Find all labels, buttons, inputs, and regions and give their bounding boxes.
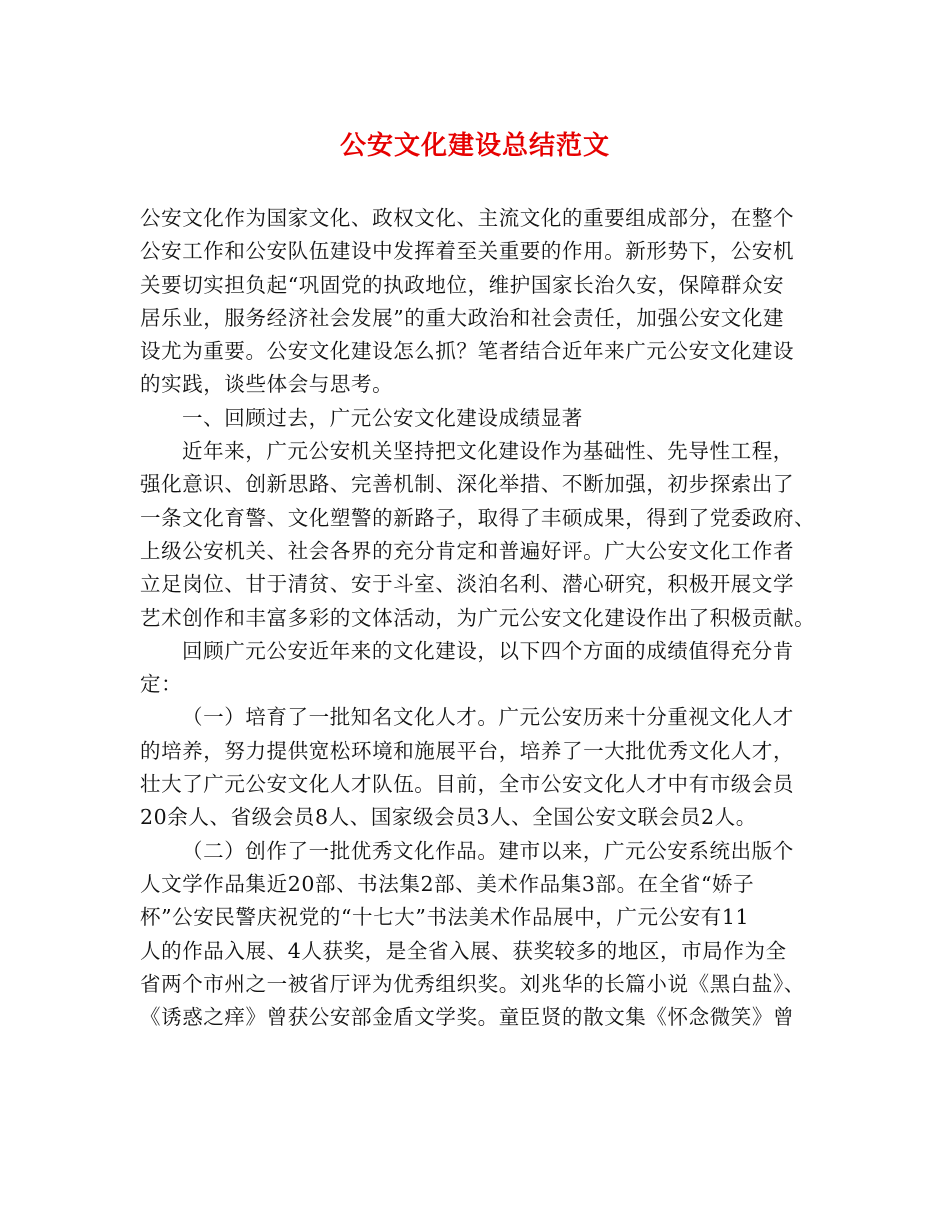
text-line: 省两个市州之一被省厅评为优秀组织奖。刘兆华的长篇小说《黑白盐》、 xyxy=(140,971,805,996)
text-line: 强化意识、创新思路、完善机制、深化举措、不断加强，初步探索出了 xyxy=(140,472,795,497)
text-line: 的培养，努力提供宽松环境和施展平台，培养了一大批优秀文化人才， xyxy=(140,738,795,763)
text-line: 关要切实担负起“巩固党的执政地位，维护国家长治久安，保障群众安 xyxy=(140,272,785,297)
text-line: 立足岗位、甘于清贫、安于斗室、淡泊名利、潜心研究，积极开展文学 xyxy=(140,572,795,597)
text-line: 的实践，谈些体会与思考。 xyxy=(140,372,394,397)
text-line: 一条文化育警、文化塑警的新路子，取得了丰硕成果，得到了党委政府、 xyxy=(140,505,816,530)
text-line: 壮大了广元公安文化人才队伍。目前，全市公安文化人才中有市级会员 xyxy=(140,772,795,797)
text-line: 居乐业，服务经济社会发展”的重大政治和社会责任，加强公安文化建 xyxy=(140,305,785,330)
text-line: 回顾广元公安近年来的文化建设，以下四个方面的成绩值得充分肯 xyxy=(182,638,794,663)
text-line: 定： xyxy=(140,672,183,697)
text-line: 公安工作和公安队伍建设中发挥着至关重要的作用。新形势下，公安机 xyxy=(140,239,795,264)
text-line: 近年来，广元公安机关坚持把文化建设作为基础性、先导性工程， xyxy=(182,439,794,464)
text-line: 《诱惑之痒》曾获公安部金盾文学奖。童臣贤的散文集《怀念微笑》曾 xyxy=(140,1005,795,1030)
text-line: 杯”公安民警庆祝党的“十七大”书法美术作品展中，广元公安有11 xyxy=(140,905,750,930)
text-line: （一）培育了一批知名文化人才。广元公安历来十分重视文化人才 xyxy=(182,705,794,730)
text-line: 人的作品入展、4人获奖，是全省入展、获奖较多的地区，市局作为全 xyxy=(140,938,787,963)
text-line: 一、回顾过去，广元公安文化建设成绩显著 xyxy=(182,405,583,430)
text-line: 设尤为重要。公安文化建设怎么抓？笔者结合近年来广元公安文化建设 xyxy=(140,339,795,364)
text-line: 20余人、省级会员8人、国家级会员3人、全国公安文联会员2人。 xyxy=(140,805,757,830)
text-line: 艺术创作和丰富多彩的文体活动，为广元公安文化建设作出了积极贡献。 xyxy=(140,605,816,630)
text-line: 上级公安机关、社会各界的充分肯定和普遍好评。广大公安文化工作者 xyxy=(140,538,795,563)
text-line: 人文学作品集近20部、书法集2部、美术作品集3部。在全省“娇子 xyxy=(140,871,755,896)
text-line: 公安文化作为国家文化、政权文化、主流文化的重要组成部分，在整个 xyxy=(140,206,795,230)
document-title: 公安文化建设总结范文 xyxy=(339,131,610,161)
text-line: （二）创作了一批优秀文化作品。建市以来，广元公安系统出版个 xyxy=(182,838,794,863)
document-body xyxy=(140,202,816,1034)
